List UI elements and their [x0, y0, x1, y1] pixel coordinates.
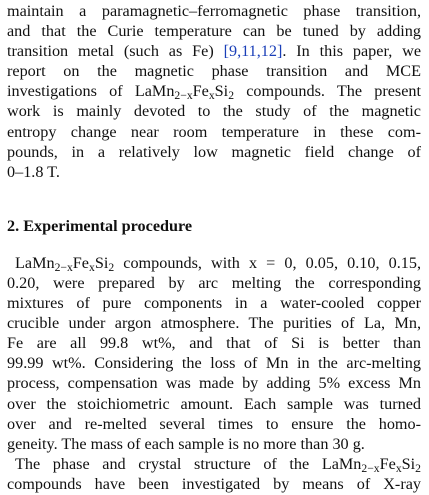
- text-span: compounds, with: [114, 254, 249, 272]
- text-line: 99.99 wt%. Considering the loss of Mn in the arc-melting: [7, 354, 421, 372]
- formula-si: Si: [94, 254, 109, 272]
- formula-base: LaMn: [15, 254, 55, 272]
- text-line: [15, 252, 421, 274]
- text-line: over the stoichiometric amount. Each sample was turned: [7, 395, 421, 413]
- text-span: investigations of LaMn: [7, 82, 175, 100]
- text-span: Fe: [192, 82, 209, 100]
- text-line: entropy change near room temperature in these com-: [7, 123, 421, 141]
- text-line: and that the Curie temperature can be tuned by adding: [7, 22, 421, 40]
- text-span: x = 0, 0.05, 0.10, 0.15,: [248, 254, 421, 272]
- citation-link[interactable]: [9,11,12]: [223, 42, 283, 60]
- text-line: crucible under argon atmosphere. The purities of La, Mn,: [7, 314, 421, 332]
- subscript: x: [395, 461, 402, 475]
- text-line: 0.20, were prepared by arc melting the corresponding: [7, 274, 421, 292]
- text-line: work is mainly devoted to the study of the magnetic: [7, 102, 421, 120]
- text-span: compounds. The present: [234, 82, 421, 100]
- text-line: compounds have been investigated by means of X-ray: [7, 475, 421, 493]
- text-line: pounds, in a relatively low magnetic field change of: [7, 143, 421, 161]
- text-line: geneity. The mass of each sample is no more than 30 g.: [7, 435, 365, 453]
- subscript: x: [88, 260, 95, 274]
- subscript: 2: [228, 88, 235, 102]
- text-line: [7, 40, 421, 62]
- formula-base: LaMn: [321, 455, 362, 473]
- text-line: mixtures of pure components in a water-cooled copper: [7, 294, 421, 312]
- text-line: over and re-melted several times to ensure the homo-: [7, 415, 421, 433]
- text-span: Si: [214, 82, 229, 100]
- text-line: report on the magnetic phase transition and MCE: [7, 62, 421, 80]
- text-line: maintain a paramagnetic–ferromagnetic phase transition,: [7, 2, 421, 20]
- text-line: [15, 453, 421, 475]
- subscript: 2−x: [174, 88, 193, 102]
- text-line: Fe are all 99.8 wt%, and that of Si is better than: [7, 334, 421, 352]
- subscript: x: [208, 88, 215, 102]
- formula-si: Si: [401, 455, 416, 473]
- subscript: 2: [415, 461, 421, 475]
- text-span: transition metal (such as Fe): [7, 42, 224, 60]
- subscript: 2−x: [54, 260, 73, 274]
- section-heading: 2. Experimental procedure: [7, 217, 193, 235]
- subscript: 2−x: [361, 461, 380, 475]
- formula-fe: Fe: [379, 455, 396, 473]
- text-line: [7, 80, 421, 102]
- formula-fe: Fe: [72, 254, 89, 272]
- text-span: The phase and crystal structure of the: [15, 455, 322, 473]
- text-line: 0–1.8 T.: [7, 163, 60, 181]
- text-span: . In this paper, we: [282, 42, 421, 60]
- subscript: 2: [108, 260, 115, 274]
- text-line: process, compensation was made by adding 5% excess Mn: [7, 374, 421, 392]
